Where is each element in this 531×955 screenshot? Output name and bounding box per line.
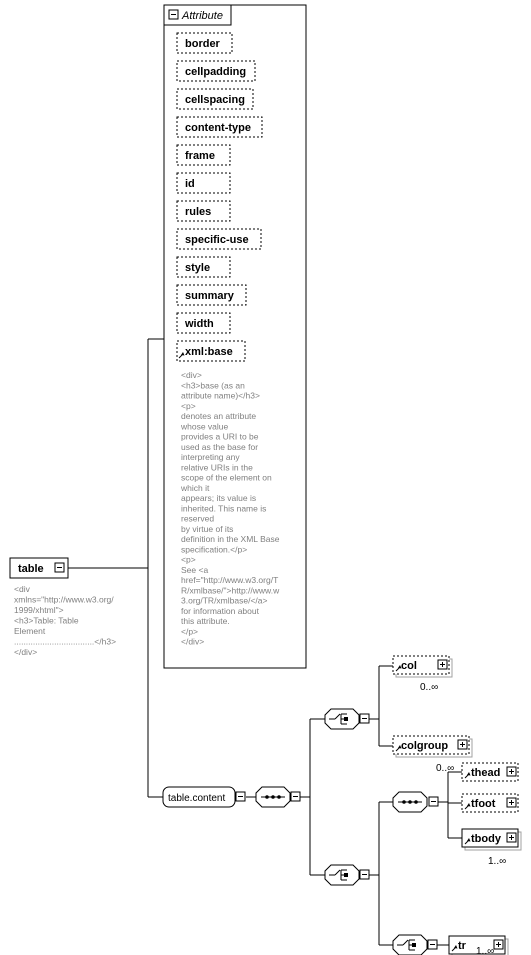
element-thead[interactable] bbox=[462, 763, 518, 781]
doc-line: interpreting any bbox=[181, 452, 240, 462]
attribute-label: cellspacing bbox=[185, 94, 245, 106]
doc-line: attribute name)</h3> bbox=[181, 390, 260, 401]
collapse-icon[interactable] bbox=[236, 792, 245, 801]
collapse-icon[interactable] bbox=[429, 797, 438, 806]
attribute-id[interactable] bbox=[177, 173, 230, 193]
doc-line: provides a URI to be bbox=[181, 431, 259, 442]
attribute-label: summary bbox=[185, 290, 234, 302]
doc-line: appears; its value is bbox=[181, 493, 257, 503]
element-label: col bbox=[401, 660, 417, 672]
occurrence-label: 0..∞ bbox=[436, 763, 455, 774]
element-label: thead bbox=[471, 767, 501, 779]
doc-line: reserved bbox=[181, 513, 215, 524]
attribute-label: specific-use bbox=[185, 234, 249, 246]
doc-line: for information about bbox=[181, 605, 259, 616]
attribute-group bbox=[164, 5, 306, 668]
attribute-label: rules bbox=[185, 206, 212, 218]
doc-line: <p> bbox=[181, 400, 196, 411]
doc-line: </div> bbox=[181, 636, 205, 647]
doc-line: specification.</p> bbox=[181, 544, 248, 555]
doc-line: relative URIs in the bbox=[181, 462, 253, 473]
element-tbody[interactable] bbox=[462, 829, 521, 867]
attribute-label: border bbox=[185, 38, 220, 50]
element-tfoot[interactable] bbox=[462, 794, 518, 812]
doc-line: Element bbox=[14, 626, 46, 636]
collapse-icon[interactable] bbox=[55, 563, 64, 572]
collapse-icon[interactable] bbox=[428, 940, 437, 949]
collapse-icon[interactable] bbox=[291, 792, 300, 801]
element-colgroup[interactable] bbox=[393, 736, 472, 774]
root-documentation bbox=[14, 584, 116, 657]
attribute-label: style bbox=[185, 262, 211, 274]
element-tr[interactable] bbox=[449, 936, 508, 955]
doc-line: <div> bbox=[181, 370, 202, 380]
attribute-label: content-type bbox=[185, 122, 251, 134]
expand-icon[interactable] bbox=[507, 767, 516, 776]
attribute-group-title: Attribute bbox=[182, 10, 223, 22]
element-label: tbody bbox=[471, 833, 501, 845]
attribute-border[interactable] bbox=[177, 33, 232, 53]
choice-compositor[interactable] bbox=[325, 709, 369, 729]
attribute-label: width bbox=[185, 318, 214, 330]
occurrence-label: 1..∞ bbox=[476, 946, 495, 955]
doc-line: <p> bbox=[181, 554, 196, 565]
doc-line: </div> bbox=[14, 647, 38, 657]
doc-line: ..................................</h3> bbox=[14, 636, 117, 647]
doc-line: <div bbox=[14, 584, 30, 594]
element-label: colgroup bbox=[401, 740, 449, 752]
doc-line: 3.org/TR/xmlbase/</a> bbox=[181, 595, 268, 606]
occurrence-label: 0..∞ bbox=[420, 682, 439, 693]
attribute-label: xml:base bbox=[185, 346, 233, 358]
attribute-frame[interactable] bbox=[177, 145, 230, 165]
attribute-label: id bbox=[185, 178, 195, 190]
doc-line: this attribute. bbox=[181, 616, 230, 626]
attribute-cellspacing[interactable] bbox=[177, 89, 253, 109]
attribute-xml-base[interactable] bbox=[177, 341, 245, 361]
choice-compositor[interactable] bbox=[393, 935, 437, 955]
doc-line: </p> bbox=[181, 626, 199, 637]
attribute-width[interactable] bbox=[177, 313, 230, 333]
root-element-label: table bbox=[18, 563, 44, 575]
doc-line: See <a bbox=[181, 564, 209, 575]
expand-icon[interactable] bbox=[507, 833, 516, 842]
doc-line: inherited. This name is bbox=[181, 503, 267, 514]
doc-line: <h3>base (as an bbox=[181, 380, 245, 391]
doc-line: definition in the XML Base bbox=[181, 534, 280, 544]
root-element-table[interactable] bbox=[10, 558, 68, 578]
attribute-style[interactable] bbox=[177, 257, 230, 277]
sequence-compositor[interactable] bbox=[256, 787, 300, 807]
choice-compositor[interactable] bbox=[325, 865, 369, 885]
attribute-cellpadding[interactable] bbox=[177, 61, 255, 81]
doc-line: xmlns="http://www.w3.org/ bbox=[14, 594, 114, 605]
collapse-icon[interactable] bbox=[169, 10, 178, 19]
element-label: tr bbox=[458, 940, 466, 952]
group-table-content[interactable] bbox=[163, 787, 245, 807]
sequence-compositor[interactable] bbox=[393, 792, 438, 812]
expand-icon[interactable] bbox=[438, 660, 447, 669]
attribute-specific-use[interactable] bbox=[177, 229, 261, 249]
doc-line: whose value bbox=[181, 421, 229, 432]
doc-line: denotes an attribute bbox=[181, 411, 257, 421]
attribute-label: frame bbox=[185, 150, 215, 162]
element-col[interactable] bbox=[393, 656, 452, 693]
doc-line: used as the base for bbox=[181, 441, 259, 452]
attribute-label: cellpadding bbox=[185, 66, 247, 78]
attribute-content-type[interactable] bbox=[177, 117, 262, 137]
doc-line: <h3>Table: Table bbox=[14, 615, 79, 626]
doc-line: scope of the element on bbox=[181, 472, 272, 483]
expand-icon[interactable] bbox=[494, 940, 503, 949]
collapse-icon[interactable] bbox=[360, 714, 369, 723]
doc-line: which it bbox=[181, 482, 210, 493]
doc-line: href="http://www.w3.org/T bbox=[181, 575, 279, 585]
element-label: tfoot bbox=[471, 798, 496, 810]
attribute-rules[interactable] bbox=[177, 201, 230, 221]
attribute-summary[interactable] bbox=[177, 285, 246, 305]
expand-icon[interactable] bbox=[507, 798, 516, 807]
expand-icon[interactable] bbox=[458, 740, 467, 749]
doc-line: 1999/xhtml"> bbox=[14, 605, 64, 615]
group-label: table.content bbox=[168, 793, 226, 804]
doc-line: R/xmlbase/">http://www.w bbox=[181, 585, 280, 596]
doc-line: by virtue of its bbox=[181, 523, 234, 534]
occurrence-label: 1..∞ bbox=[488, 856, 507, 867]
collapse-icon[interactable] bbox=[360, 870, 369, 879]
